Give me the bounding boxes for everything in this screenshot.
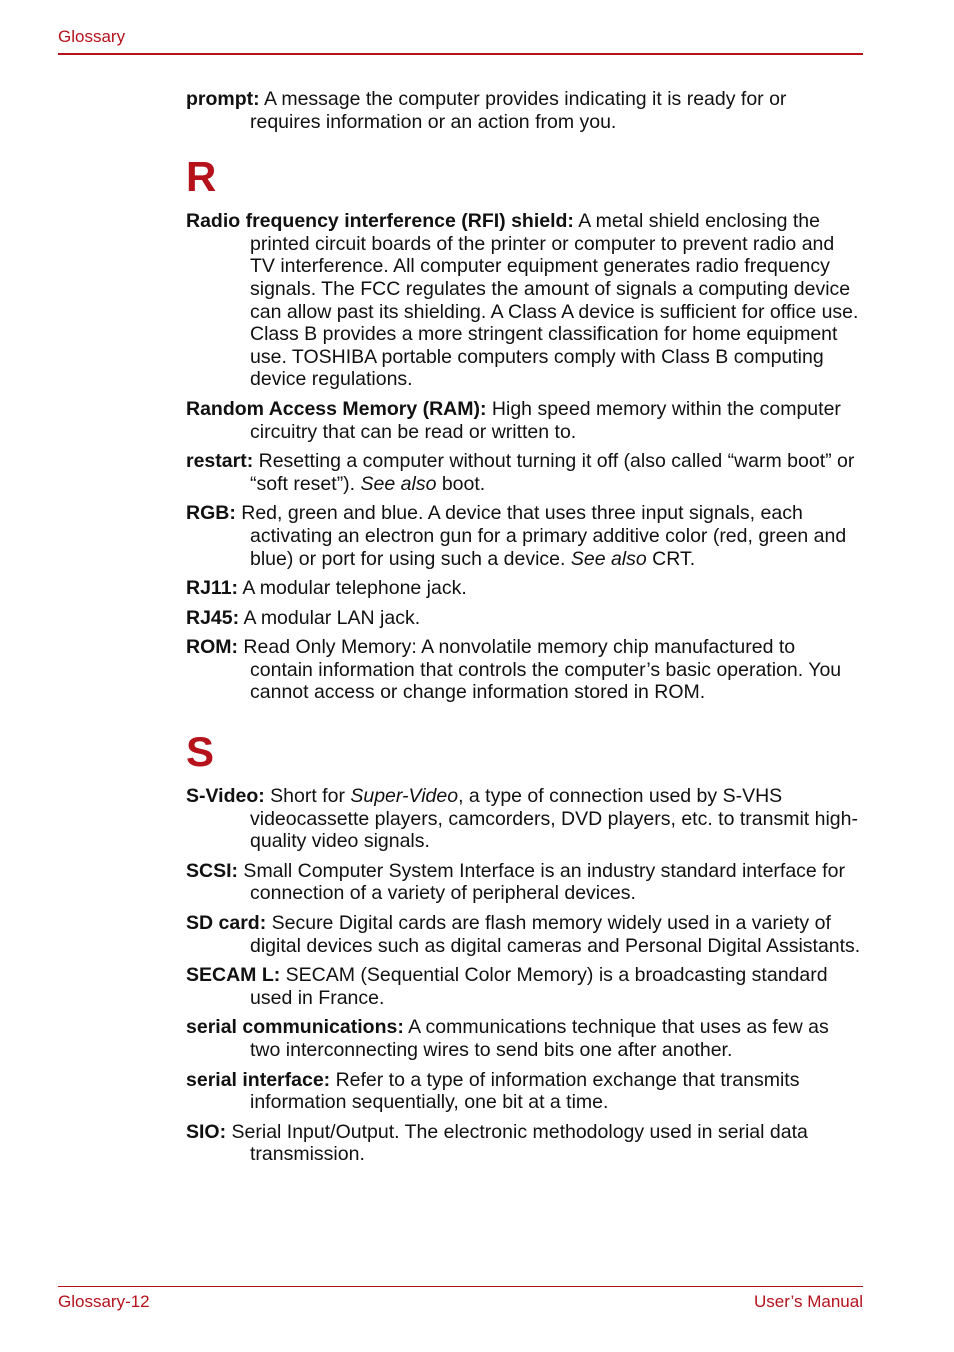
glossary-entry-prompt: [186, 88, 862, 133]
term: Random Access Memory (RAM):: [186, 397, 487, 420]
manual-title: User’s Manual: [754, 1292, 863, 1311]
term: RJ11:: [186, 577, 239, 600]
glossary-entry-s-video: [186, 785, 862, 853]
glossary-entry-sd-card: [186, 912, 862, 957]
glossary-entry-serial-interface: [186, 1069, 862, 1114]
running-header: Glossary: [58, 27, 126, 46]
see-also-label: See also: [570, 547, 647, 570]
term: Radio frequency interference (RFI) shield:: [186, 210, 574, 233]
footer-rule: [58, 1286, 863, 1287]
glossary-content: [186, 88, 862, 1173]
see-also-label: See also: [360, 472, 437, 495]
glossary-entry-ram: [186, 398, 862, 443]
definition: A communications technique that uses as few as two interconnecting wires to send bits one after another.: [250, 1016, 829, 1061]
definition: High speed memory within the computer circuitry that can be read or written to.: [250, 397, 841, 443]
glossary-entry-serial-communications: [186, 1016, 862, 1061]
term: ROM:: [186, 636, 238, 659]
header-rule: [58, 53, 863, 55]
glossary-entry-rom: [186, 636, 862, 704]
definition: Small Computer System Interface is an industry standard interface for connection of a variety of peripheral devices.: [238, 859, 845, 905]
cross-reference: CRT.: [646, 547, 696, 570]
glossary-entry-rgb: [186, 502, 862, 570]
glossary-entry-secam-l: [186, 964, 862, 1009]
term: RJ45:: [186, 606, 240, 629]
definition: Serial Input/Output. The electronic methodology used in serial data transmission.: [226, 1120, 808, 1166]
definition: Resetting a computer without turning it off (also called “warm boot” or “soft reset”).: [250, 450, 855, 495]
term: S-Video:: [186, 785, 265, 808]
definition-lead: Short for: [264, 785, 351, 808]
glossary-entry-rfi-shield: [186, 210, 862, 391]
term: prompt:: [186, 88, 260, 110]
term: serial communications:: [186, 1016, 404, 1039]
glossary-entry-rj11: [186, 577, 862, 600]
cross-reference: boot.: [436, 472, 486, 495]
term: SD card:: [186, 912, 267, 935]
definition: SECAM (Sequential Color Memory) is a broadcasting standard used in France.: [250, 964, 828, 1009]
glossary-entry-sio: [186, 1121, 862, 1166]
term: serial interface:: [186, 1068, 331, 1091]
term: SECAM L:: [186, 964, 281, 987]
definition: , a type of connection used by S-VHS videocassette players, camcorders, DVD players, etc. to transmit high-quality video signals.: [250, 785, 858, 853]
page-number: Glossary-12: [58, 1292, 150, 1311]
definition: A modular LAN jack.: [239, 606, 421, 629]
definition: Secure Digital cards are flash memory widely used in a variety of digital devices such as digital cameras and Personal Digital Assistants.: [250, 912, 861, 957]
definition: Read Only Memory: A nonvolatile memory chip manufactured to contain information that controls the computer’s basic operation. You cannot access or change information stored in ROM.: [238, 636, 842, 704]
definition: Red, green and blue. A device that uses three input signals, each activating an electron gun for a primary additive color (red, green and blue) or port for using such a device.: [235, 502, 847, 570]
definition: A message the computer provides indicating it is ready for or requires information or an action from you.: [250, 88, 787, 133]
section-letter-r: R: [186, 153, 217, 201]
term: restart:: [186, 450, 254, 473]
term: SCSI:: [186, 859, 239, 882]
term: SIO:: [186, 1120, 227, 1143]
definition: Refer to a type of information exchange that transmits information sequentially, one bit at a time.: [250, 1068, 800, 1114]
emphasized-term: Super-Video: [350, 785, 459, 808]
glossary-entry-restart: [186, 450, 862, 495]
glossary-entry-rj45: [186, 607, 862, 630]
definition: A modular telephone jack.: [238, 577, 467, 600]
term: RGB:: [186, 502, 236, 525]
definition: A metal shield enclosing the printed circuit boards of the printer or computer to prevent radio and TV interference. All computer equipment generates radio frequency signals. The FCC regulates the amount of signals a computing device can allow past its shielding. A Class A device is sufficient for office use. Class B provides a more stringent classification for home equipment use. TOSHIBA portable computers comply with Class B computing device regulations.: [250, 210, 859, 391]
section-letter-s: S: [186, 728, 215, 776]
glossary-entry-scsi: [186, 860, 862, 905]
